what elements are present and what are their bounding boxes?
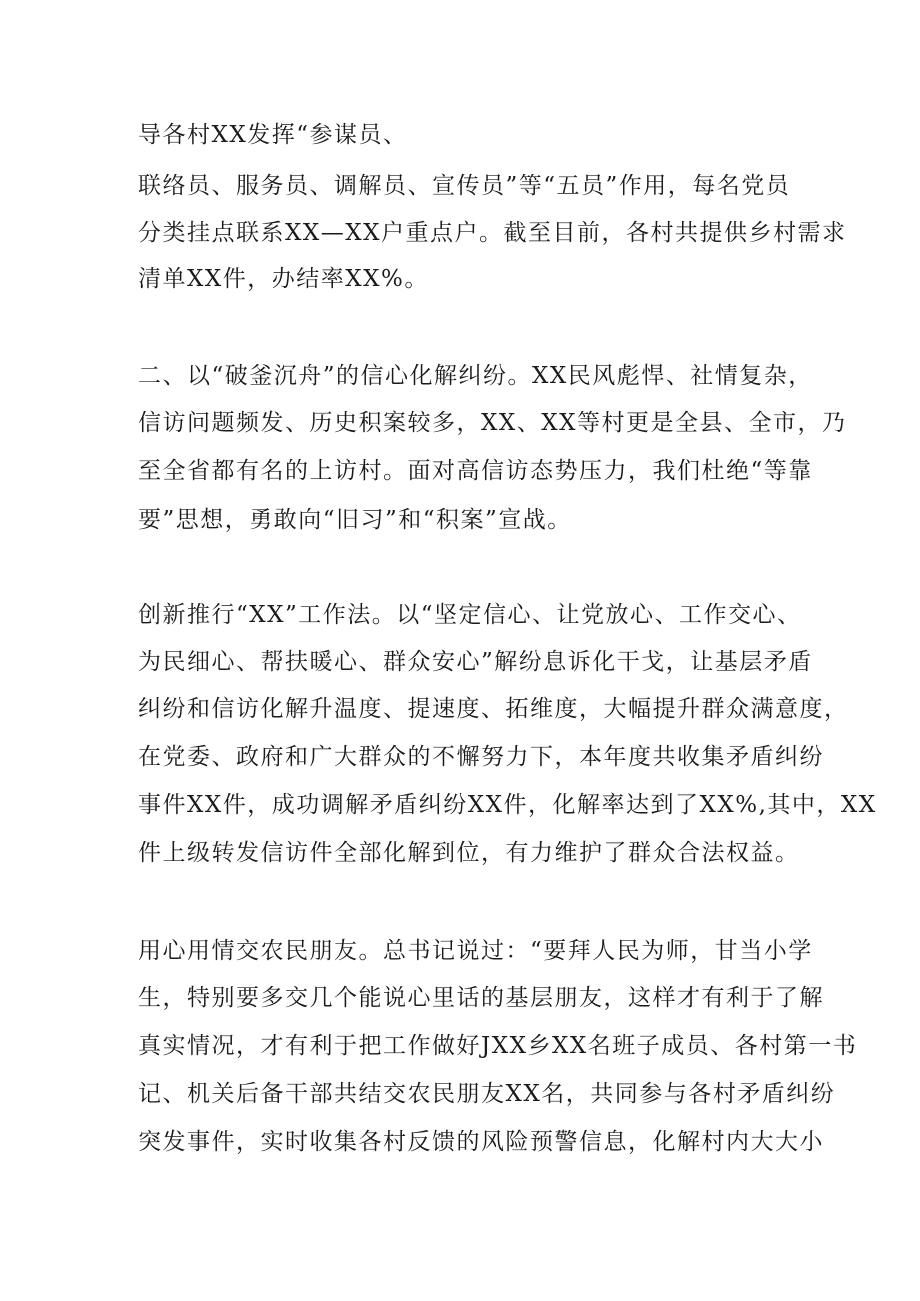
text-line: 真实情况，才有利于把工作做好JXX乡XX名班子成员、各村第一书 <box>138 1033 858 1059</box>
text-line: 记、机关后备干部共结交农民朋友XX名，共同参与各村矛盾纠纷 <box>138 1081 836 1107</box>
text-line: 事件XX件，成功调解矛盾纠纷XX件，化解率达到了XX%,其中，XX <box>138 792 877 818</box>
text-line: 在党委、政府和广大群众的不懈努力下，本年度共收集矛盾纠纷 <box>138 744 824 770</box>
text-line: 要”思想，勇敢向“旧习”和“积案”宣战。 <box>138 507 572 533</box>
text-line: 分类挂点联系XX—XX户重点户。截至目前，各村共提供乡村需求 <box>138 220 847 246</box>
text-line: 为民细心、帮扶暖心、群众安心”解纷息诉化干戈，让基层矛盾 <box>138 649 813 675</box>
text-line: 用心用情交农民朋友。总书记说过：“要拜人民为师，甘当小学 <box>138 938 813 964</box>
text-line: 二、以“破釜沉舟”的信心化解纠纷。XX民风彪悍、社情复杂， <box>138 363 813 389</box>
text-line: 导各村XX发挥“参谋员、 <box>138 122 408 148</box>
text-line: 信访问题频发、历史积案较多，XX、XX等村更是全县、全市，乃 <box>138 410 847 436</box>
text-line: 纠纷和信访化解升温度、提速度、拓维度，大幅提升群众满意度， <box>138 696 849 722</box>
text-line: 生，特别要多交几个能说心里话的基层朋友，这样才有利于了解 <box>138 985 824 1011</box>
text-line: 创新推行“XX”工作法。以“坚定信心、让党放心、工作交心、 <box>138 602 802 628</box>
text-line: 件上级转发信访件全部化解到位，有力维护了群众合法权益。 <box>138 840 800 866</box>
text-line: 至全省都有名的上访村。面对高信访态势压力，我们杜绝“等靠 <box>138 458 813 484</box>
text-line: 突发事件，实时收集各村反馈的风险预警信息，化解村内大大小 <box>138 1129 824 1155</box>
text-line: 清单XX件，办结率XX%。 <box>138 266 429 292</box>
text-line: 联络员、服务员、调解员、宣传员”等“五员”作用，每名党员 <box>138 173 791 199</box>
